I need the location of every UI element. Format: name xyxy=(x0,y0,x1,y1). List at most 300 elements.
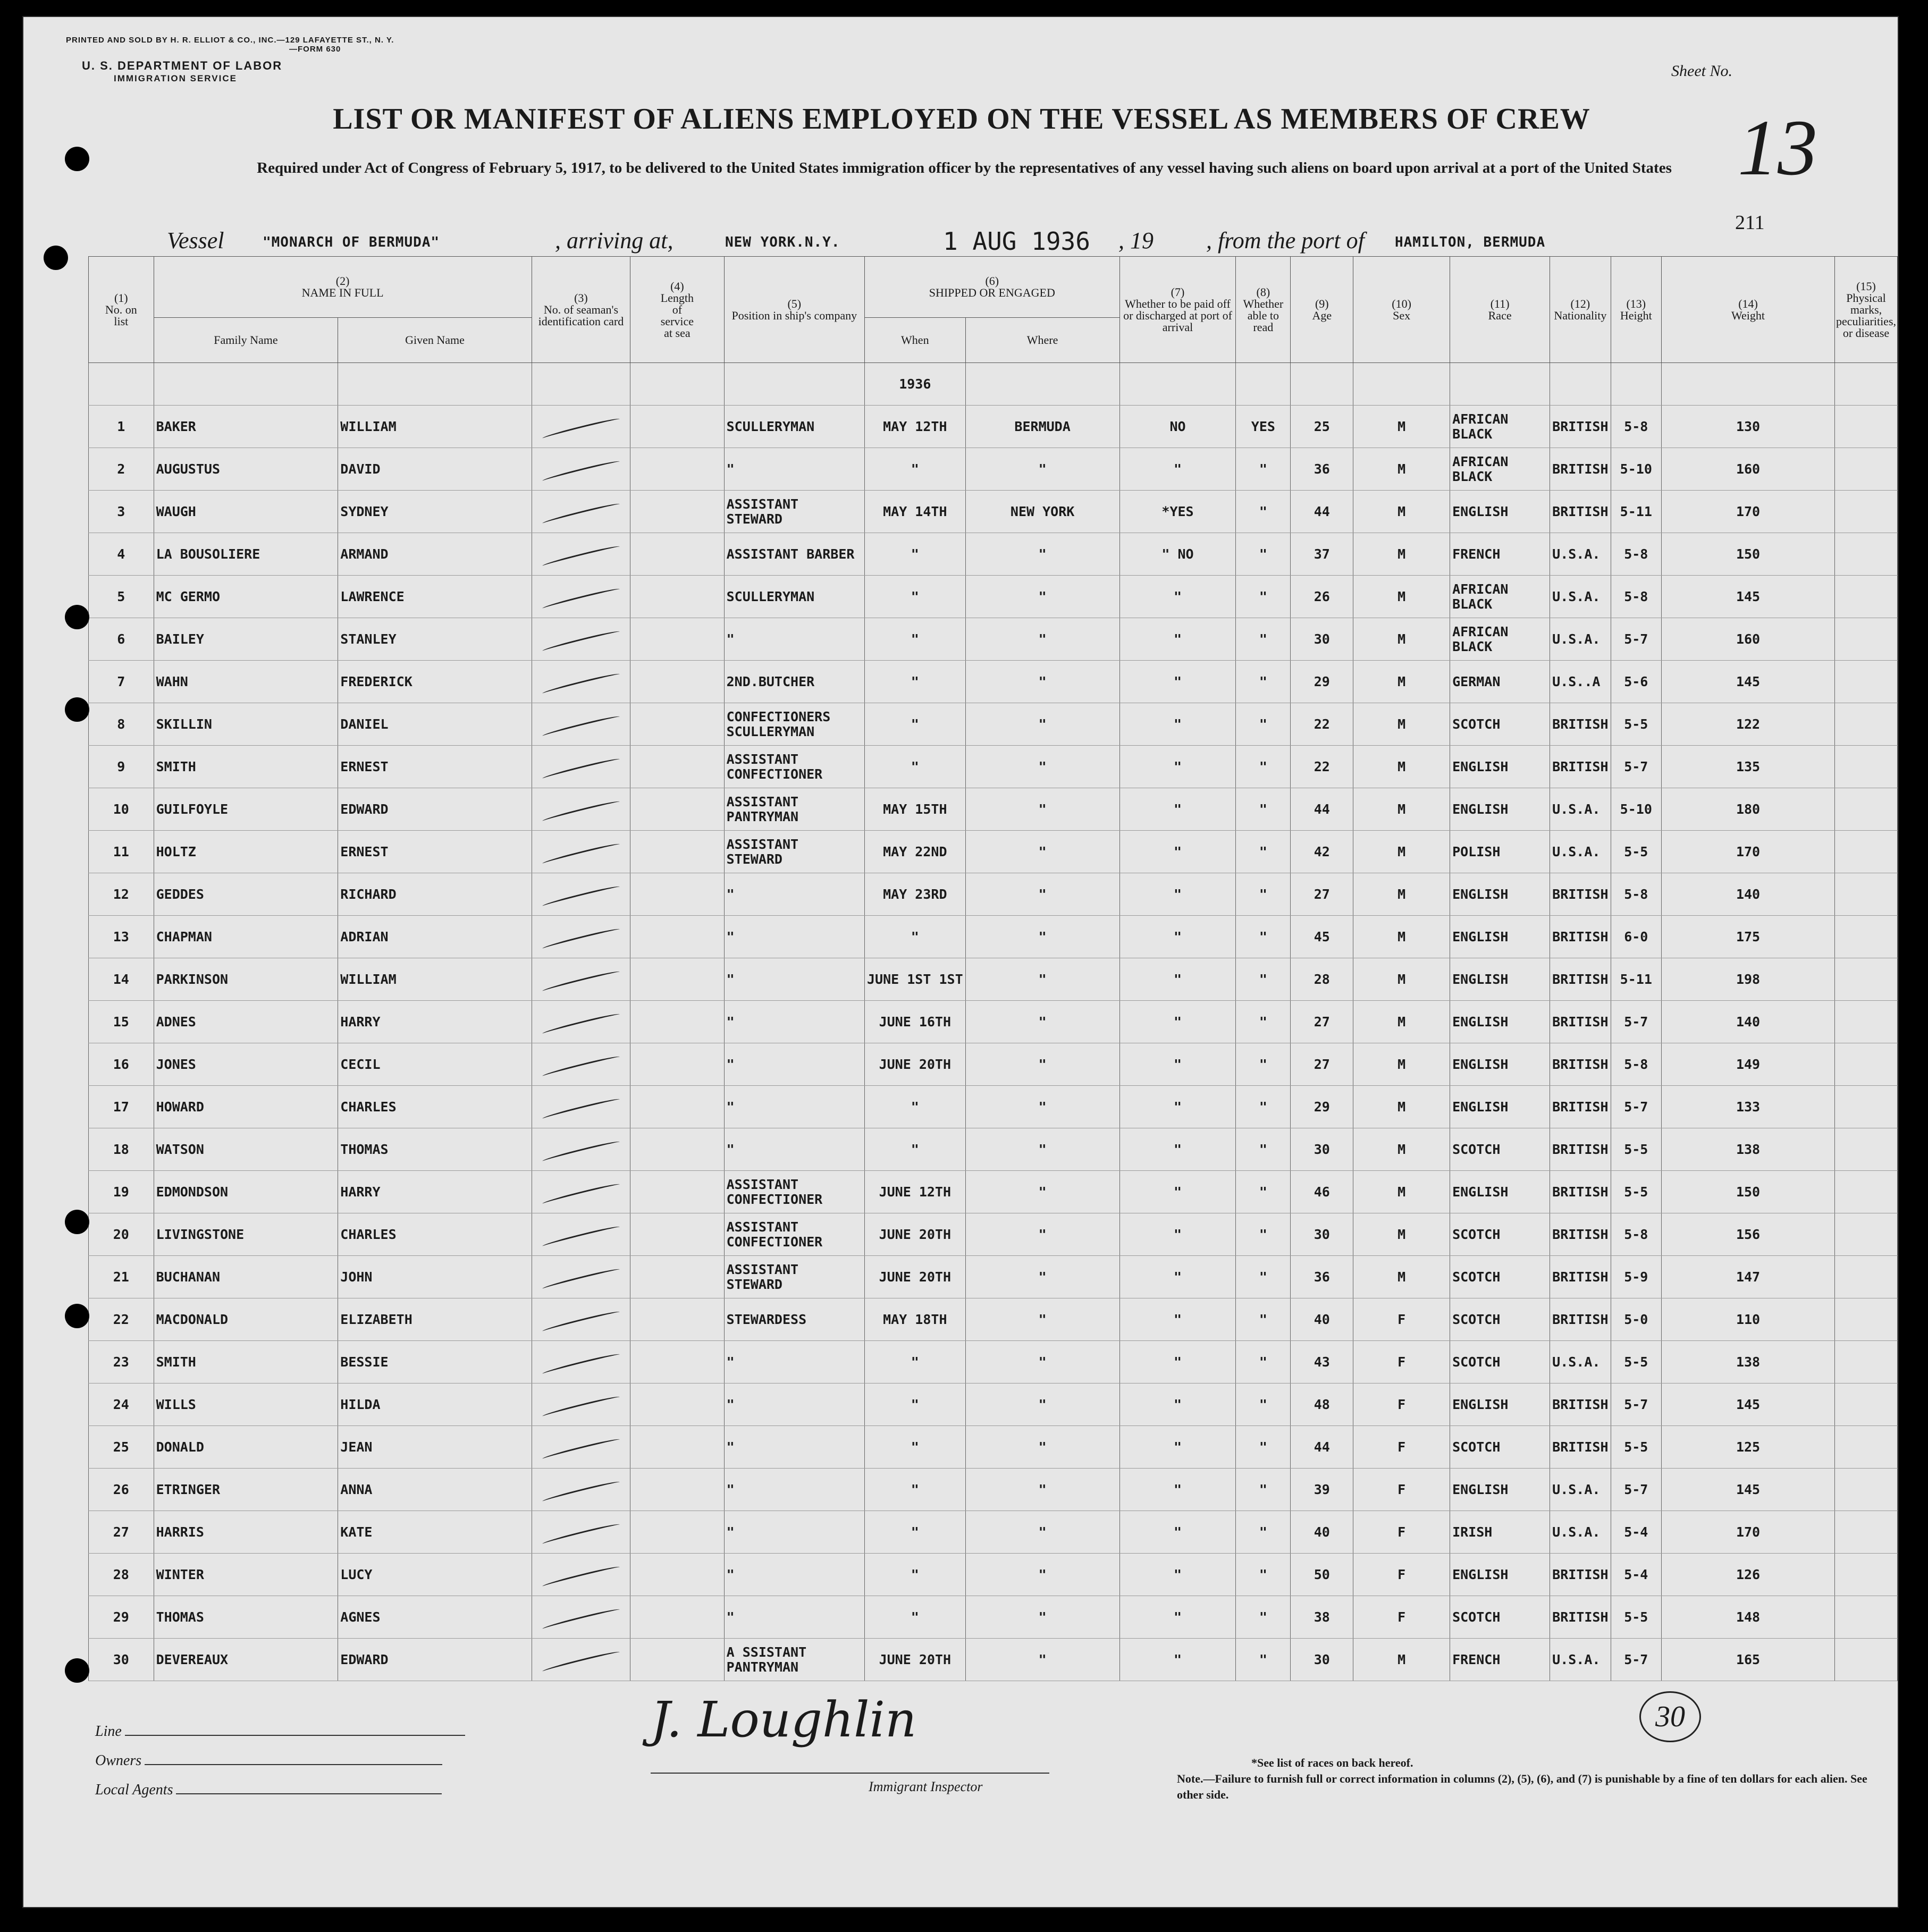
shipped-where-cell: " xyxy=(965,916,1119,958)
service-length-cell xyxy=(630,958,724,1001)
sex-cell: M xyxy=(1353,831,1450,873)
shipped-when-cell: " xyxy=(865,576,966,618)
shipped-where-cell: " xyxy=(965,1639,1119,1681)
shipped-where-cell: " xyxy=(965,873,1119,916)
check-mark xyxy=(542,629,620,653)
able-to-read-cell: " xyxy=(1236,661,1291,703)
service-length-cell xyxy=(630,1469,724,1511)
age-cell: 40 xyxy=(1291,1298,1353,1341)
service-length-cell xyxy=(630,533,724,576)
check-mark xyxy=(542,1394,620,1418)
physical-marks-cell xyxy=(1835,1298,1898,1341)
age-cell: 44 xyxy=(1291,1426,1353,1469)
age-cell: 37 xyxy=(1291,533,1353,576)
shipped-where-cell: " xyxy=(965,448,1119,491)
race-cell: ENGLISH xyxy=(1450,491,1550,533)
nationality-cell: BRITISH xyxy=(1550,1596,1611,1639)
weight-cell: 140 xyxy=(1662,1001,1835,1043)
sex-cell: F xyxy=(1353,1383,1450,1426)
able-to-read-cell: " xyxy=(1236,1213,1291,1256)
id-card-check-cell xyxy=(532,1511,630,1554)
check-mark xyxy=(542,586,620,610)
nationality-cell: U.S.A. xyxy=(1550,831,1611,873)
able-to-read-cell: " xyxy=(1236,831,1291,873)
nationality-cell: BRITISH xyxy=(1550,1128,1611,1171)
family-name-cell: PARKINSON xyxy=(154,958,338,1001)
table-row xyxy=(89,1511,1898,1554)
race-cell: FRENCH xyxy=(1450,1639,1550,1681)
table-row xyxy=(89,831,1898,873)
service-length-cell xyxy=(630,491,724,533)
shipped-where-cell: " xyxy=(965,1469,1119,1511)
age-cell: 36 xyxy=(1291,1256,1353,1298)
service-length-cell xyxy=(630,1001,724,1043)
physical-marks-cell xyxy=(1835,406,1898,448)
shipped-when-cell: " xyxy=(865,1128,966,1171)
paid-off-cell: " xyxy=(1119,1426,1236,1469)
id-card-check-cell xyxy=(532,1043,630,1086)
able-to-read-cell: " xyxy=(1236,873,1291,916)
weight-cell: 170 xyxy=(1662,1511,1835,1554)
paid-off-cell: NO xyxy=(1119,406,1236,448)
id-card-check-cell xyxy=(532,1213,630,1256)
race-cell: ENGLISH xyxy=(1450,788,1550,831)
weight-cell: 198 xyxy=(1662,958,1835,1001)
physical-marks-cell xyxy=(1835,1554,1898,1596)
family-name-cell: GEDDES xyxy=(154,873,338,916)
weight-cell: 145 xyxy=(1662,576,1835,618)
sex-cell: M xyxy=(1353,1213,1450,1256)
shipped-where-cell: " xyxy=(965,1128,1119,1171)
race-cell: ENGLISH xyxy=(1450,873,1550,916)
given-name-cell: STANLEY xyxy=(338,618,532,661)
id-card-check-cell xyxy=(532,576,630,618)
age-cell: 27 xyxy=(1291,1001,1353,1043)
check-mark xyxy=(542,1054,620,1078)
binder-hole xyxy=(65,147,89,171)
row-number-cell: 15 xyxy=(89,1001,154,1043)
race-cell: ENGLISH xyxy=(1450,1469,1550,1511)
height-cell: 6-0 xyxy=(1611,916,1662,958)
given-name-cell: THOMAS xyxy=(338,1128,532,1171)
shipped-where-cell: " xyxy=(965,1426,1119,1469)
weight-cell: 130 xyxy=(1662,406,1835,448)
sex-cell: F xyxy=(1353,1341,1450,1383)
id-card-check-cell xyxy=(532,661,630,703)
table-row xyxy=(89,1128,1898,1171)
col-sex-header: (10) Sex xyxy=(1353,257,1450,363)
shipped-when-cell: " xyxy=(865,1426,966,1469)
table-row xyxy=(89,448,1898,491)
height-cell: 5-8 xyxy=(1611,576,1662,618)
paid-off-cell: " xyxy=(1119,1341,1236,1383)
race-cell: ENGLISH xyxy=(1450,1554,1550,1596)
height-cell: 5-8 xyxy=(1611,873,1662,916)
age-cell: 46 xyxy=(1291,1171,1353,1213)
paid-off-cell: " NO xyxy=(1119,533,1236,576)
col-position-header: (5) Position in ship's company xyxy=(724,257,864,363)
able-to-read-cell: " xyxy=(1236,788,1291,831)
given-name-cell: WILLIAM xyxy=(338,958,532,1001)
physical-marks-cell xyxy=(1835,448,1898,491)
row-number-cell: 11 xyxy=(89,831,154,873)
check-mark xyxy=(542,1267,620,1290)
height-cell: 5-11 xyxy=(1611,958,1662,1001)
col-service-header: (4) Length of service at sea xyxy=(630,257,724,363)
inspector-label: Immigrant Inspector xyxy=(869,1779,983,1794)
service-length-cell xyxy=(630,618,724,661)
given-name-cell: ERNEST xyxy=(338,831,532,873)
shipped-when-cell: " xyxy=(865,661,966,703)
sex-cell: M xyxy=(1353,491,1450,533)
service-length-cell xyxy=(630,1426,724,1469)
sex-cell: M xyxy=(1353,661,1450,703)
position-cell: " xyxy=(724,873,864,916)
able-to-read-cell: " xyxy=(1236,1043,1291,1086)
check-mark xyxy=(542,1011,620,1035)
given-name-cell: CHARLES xyxy=(338,1086,532,1128)
height-cell: 5-0 xyxy=(1611,1298,1662,1341)
paid-off-cell: " xyxy=(1119,1511,1236,1554)
family-name-cell: HOLTZ xyxy=(154,831,338,873)
weight-cell: 138 xyxy=(1662,1128,1835,1171)
paid-off-cell: " xyxy=(1119,1256,1236,1298)
physical-marks-cell xyxy=(1835,831,1898,873)
year-row xyxy=(89,363,1898,406)
paid-off-cell: " xyxy=(1119,1213,1236,1256)
id-card-check-cell xyxy=(532,1341,630,1383)
family-name-cell: WAHN xyxy=(154,661,338,703)
table-row xyxy=(89,491,1898,533)
nationality-cell: BRITISH xyxy=(1550,958,1611,1001)
family-name-cell: DONALD xyxy=(154,1426,338,1469)
position-cell: " xyxy=(724,618,864,661)
paid-off-cell: " xyxy=(1119,1043,1236,1086)
nationality-cell: BRITISH xyxy=(1550,1426,1611,1469)
shipped-when-cell: " xyxy=(865,1086,966,1128)
position-cell: A SSISTANT PANTRYMAN xyxy=(724,1639,864,1681)
age-cell: 50 xyxy=(1291,1554,1353,1596)
vessel-name: "MONARCH OF BERMUDA" xyxy=(263,234,440,250)
sex-cell: F xyxy=(1353,1426,1450,1469)
row-number-cell: 1 xyxy=(89,406,154,448)
row-number-cell: 24 xyxy=(89,1383,154,1426)
family-name-cell: WAUGH xyxy=(154,491,338,533)
sex-cell: M xyxy=(1353,576,1450,618)
able-to-read-cell: " xyxy=(1236,703,1291,746)
sex-cell: M xyxy=(1353,618,1450,661)
id-card-check-cell xyxy=(532,491,630,533)
able-to-read-cell: " xyxy=(1236,1426,1291,1469)
physical-marks-cell xyxy=(1835,1171,1898,1213)
service-length-cell xyxy=(630,1086,724,1128)
shipped-when-cell: " xyxy=(865,618,966,661)
height-cell: 5-5 xyxy=(1611,1341,1662,1383)
check-mark xyxy=(542,799,620,823)
physical-marks-cell xyxy=(1835,1596,1898,1639)
shipped-when-cell: " xyxy=(865,448,966,491)
given-name-cell: CHARLES xyxy=(338,1213,532,1256)
height-cell: 5-7 xyxy=(1611,1383,1662,1426)
shipped-where-cell: " xyxy=(965,1001,1119,1043)
check-mark xyxy=(542,1096,620,1120)
shipped-when-cell: JUNE 20TH xyxy=(865,1043,966,1086)
sex-cell: M xyxy=(1353,448,1450,491)
able-to-read-cell: " xyxy=(1236,1171,1291,1213)
physical-marks-cell xyxy=(1835,916,1898,958)
weight-cell: 180 xyxy=(1662,788,1835,831)
service-length-cell xyxy=(630,406,724,448)
physical-marks-cell xyxy=(1835,1469,1898,1511)
height-cell: 5-8 xyxy=(1611,1043,1662,1086)
table-row xyxy=(89,1086,1898,1128)
id-card-check-cell xyxy=(532,1554,630,1596)
given-name-cell: SYDNEY xyxy=(338,491,532,533)
row-number-cell: 18 xyxy=(89,1128,154,1171)
shipped-where-cell: " xyxy=(965,576,1119,618)
able-to-read-cell: " xyxy=(1236,1639,1291,1681)
able-to-read-cell: " xyxy=(1236,1341,1291,1383)
table-row xyxy=(89,1426,1898,1469)
row-number-cell: 8 xyxy=(89,703,154,746)
weight-cell: 175 xyxy=(1662,916,1835,958)
inspector-signature: J. Loughlin xyxy=(651,1691,917,1748)
family-name-cell: HOWARD xyxy=(154,1086,338,1128)
sex-cell: M xyxy=(1353,1171,1450,1213)
document-title: LIST OR MANIFEST OF ALIENS EMPLOYED ON THE VESSEL AS MEMBERS OF CREW xyxy=(333,103,1590,136)
shipped-where-cell: " xyxy=(965,703,1119,746)
position-cell: " xyxy=(724,1086,864,1128)
paid-off-cell: " xyxy=(1119,1086,1236,1128)
shipped-where-cell: " xyxy=(965,533,1119,576)
physical-marks-cell xyxy=(1835,1256,1898,1298)
able-to-read-cell: YES xyxy=(1236,406,1291,448)
position-cell: ASSISTANT CONFECTIONER xyxy=(724,1213,864,1256)
table-row xyxy=(89,1171,1898,1213)
shipped-when-cell: MAY 22ND xyxy=(865,831,966,873)
race-cell: ENGLISH xyxy=(1450,916,1550,958)
race-cell: SCOTCH xyxy=(1450,703,1550,746)
check-mark xyxy=(542,671,620,695)
row-number-cell: 26 xyxy=(89,1469,154,1511)
service-length-cell xyxy=(630,873,724,916)
weight-cell: 145 xyxy=(1662,1383,1835,1426)
col-name-header: (2) NAME IN FULL xyxy=(154,257,532,318)
sex-cell: M xyxy=(1353,1639,1450,1681)
height-cell: 5-7 xyxy=(1611,746,1662,788)
nationality-cell: U.S.A. xyxy=(1550,1341,1611,1383)
paid-off-cell: " xyxy=(1119,1298,1236,1341)
age-cell: 48 xyxy=(1291,1383,1353,1426)
table-row xyxy=(89,1298,1898,1341)
height-cell: 5-9 xyxy=(1611,1256,1662,1298)
age-cell: 45 xyxy=(1291,916,1353,958)
date-stamp: 1 AUG 1936 xyxy=(943,227,1090,256)
able-to-read-cell: " xyxy=(1236,916,1291,958)
id-card-check-cell xyxy=(532,831,630,873)
race-cell: SCOTCH xyxy=(1450,1426,1550,1469)
year-label: , 19 xyxy=(1118,227,1154,254)
shipped-where-cell: " xyxy=(965,1554,1119,1596)
penalty-note: Note.—Failure to furnish full or correct information in columns (2), (5), (6), and (7) is punishable by a fine of ten dollars for each alien. See other side. xyxy=(1177,1772,1867,1801)
sex-cell: F xyxy=(1353,1469,1450,1511)
position-cell: CONFECTIONERS SCULLERYMAN xyxy=(724,703,864,746)
weight-cell: 145 xyxy=(1662,661,1835,703)
nationality-cell: BRITISH xyxy=(1550,406,1611,448)
race-cell: SCOTCH xyxy=(1450,1341,1550,1383)
given-name-cell: HARRY xyxy=(338,1171,532,1213)
race-cell: ENGLISH xyxy=(1450,1086,1550,1128)
given-name-cell: ARMAND xyxy=(338,533,532,576)
row-number-cell: 23 xyxy=(89,1341,154,1383)
age-cell: 30 xyxy=(1291,618,1353,661)
shipped-when-cell: " xyxy=(865,1596,966,1639)
id-card-check-cell xyxy=(532,1001,630,1043)
races-note: *See list of races on back hereof. xyxy=(1251,1756,1413,1769)
shipped-where-cell: " xyxy=(965,1511,1119,1554)
paid-off-cell: " xyxy=(1119,916,1236,958)
sex-cell: M xyxy=(1353,1256,1450,1298)
given-name-cell: JEAN xyxy=(338,1426,532,1469)
nationality-cell: BRITISH xyxy=(1550,1213,1611,1256)
row-number-cell: 5 xyxy=(89,576,154,618)
id-card-check-cell xyxy=(532,406,630,448)
physical-marks-cell xyxy=(1835,788,1898,831)
row-number-cell: 19 xyxy=(89,1171,154,1213)
able-to-read-cell: " xyxy=(1236,1554,1291,1596)
table-row xyxy=(89,618,1898,661)
race-cell: AFRICAN BLACK xyxy=(1450,576,1550,618)
col-race-header: (11) Race xyxy=(1450,257,1550,363)
printer-imprint: PRINTED AND SOLD BY H. R. ELLIOT & CO., INC.—129 LAFAYETTE ST., N. Y. —FORM 630 xyxy=(66,36,394,54)
check-mark xyxy=(542,1352,620,1376)
shipped-where-cell: " xyxy=(965,831,1119,873)
table-row xyxy=(89,703,1898,746)
nationality-cell: U.S.A. xyxy=(1550,1511,1611,1554)
nationality-cell: U.S..A xyxy=(1550,661,1611,703)
service-length-cell xyxy=(630,1298,724,1341)
sex-cell: F xyxy=(1353,1511,1450,1554)
check-mark xyxy=(542,416,620,440)
race-cell: AFRICAN BLACK xyxy=(1450,448,1550,491)
height-cell: 5-8 xyxy=(1611,533,1662,576)
given-name-cell: EDWARD xyxy=(338,1639,532,1681)
height-cell: 5-11 xyxy=(1611,491,1662,533)
sex-cell: M xyxy=(1353,1043,1450,1086)
col-given-header: Given Name xyxy=(338,318,532,363)
age-cell: 22 xyxy=(1291,703,1353,746)
weight-cell: 150 xyxy=(1662,1171,1835,1213)
nationality-cell: BRITISH xyxy=(1550,1001,1611,1043)
row-number-cell: 10 xyxy=(89,788,154,831)
weight-cell: 170 xyxy=(1662,831,1835,873)
shipped-where-cell: " xyxy=(965,618,1119,661)
check-mark xyxy=(542,1607,620,1631)
age-cell: 26 xyxy=(1291,576,1353,618)
family-name-cell: EDMONDSON xyxy=(154,1171,338,1213)
service-length-cell xyxy=(630,448,724,491)
weight-cell: 140 xyxy=(1662,873,1835,916)
binder-hole xyxy=(65,1658,89,1683)
given-name-cell: FREDERICK xyxy=(338,661,532,703)
binder-hole xyxy=(65,1304,89,1328)
able-to-read-cell: " xyxy=(1236,576,1291,618)
race-cell: ENGLISH xyxy=(1450,1171,1550,1213)
sex-cell: M xyxy=(1353,406,1450,448)
shipped-when-cell: " xyxy=(865,746,966,788)
family-name-cell: BAILEY xyxy=(154,618,338,661)
service-length-cell xyxy=(630,916,724,958)
row-number-cell: 20 xyxy=(89,1213,154,1256)
weight-cell: 150 xyxy=(1662,533,1835,576)
table-row xyxy=(89,916,1898,958)
vessel-label: Vessel xyxy=(167,227,224,254)
given-name-cell: ADRIAN xyxy=(338,916,532,958)
table-row xyxy=(89,576,1898,618)
table-row xyxy=(89,1469,1898,1511)
given-name-cell: WILLIAM xyxy=(338,406,532,448)
physical-marks-cell xyxy=(1835,618,1898,661)
age-cell: 27 xyxy=(1291,873,1353,916)
total-count: 30 xyxy=(1639,1691,1701,1742)
family-name-cell: BUCHANAN xyxy=(154,1256,338,1298)
shipped-when-cell: " xyxy=(865,916,966,958)
family-name-cell: CHAPMAN xyxy=(154,916,338,958)
shipped-where-cell: " xyxy=(965,1383,1119,1426)
height-cell: 5-10 xyxy=(1611,788,1662,831)
nationality-cell: U.S.A. xyxy=(1550,788,1611,831)
shipped-where-cell: " xyxy=(965,1171,1119,1213)
weight-cell: 147 xyxy=(1662,1256,1835,1298)
weight-cell: 156 xyxy=(1662,1213,1835,1256)
manifest-sheet xyxy=(22,16,1899,1908)
table-row xyxy=(89,1256,1898,1298)
crew-table xyxy=(88,256,1898,1681)
family-name-cell: ADNES xyxy=(154,1001,338,1043)
paid-off-cell: " xyxy=(1119,1596,1236,1639)
check-mark xyxy=(542,544,620,568)
check-mark xyxy=(542,1437,620,1461)
service-length-cell xyxy=(630,1554,724,1596)
id-card-check-cell xyxy=(532,1086,630,1128)
nationality-cell: BRITISH xyxy=(1550,746,1611,788)
race-cell: SCOTCH xyxy=(1450,1128,1550,1171)
able-to-read-cell: " xyxy=(1236,448,1291,491)
position-cell: 2ND.BUTCHER xyxy=(724,661,864,703)
row-number-cell: 17 xyxy=(89,1086,154,1128)
check-mark xyxy=(542,1479,620,1503)
arriving-label: , arriving at, xyxy=(555,227,673,254)
col-paid-header: (7) Whether to be paid off or discharged at port of arrival xyxy=(1119,257,1236,363)
sex-cell: F xyxy=(1353,1596,1450,1639)
family-name-cell: HARRIS xyxy=(154,1511,338,1554)
shipped-when-cell: JUNE 1ST 1ST xyxy=(865,958,966,1001)
shipped-when-cell: " xyxy=(865,1341,966,1383)
check-mark xyxy=(542,501,620,525)
height-cell: 5-4 xyxy=(1611,1511,1662,1554)
sex-cell: M xyxy=(1353,533,1450,576)
race-cell: GERMAN xyxy=(1450,661,1550,703)
physical-marks-cell xyxy=(1835,1213,1898,1256)
service-length-cell xyxy=(630,1128,724,1171)
agents-field: Local Agents xyxy=(95,1782,465,1811)
table-row xyxy=(89,533,1898,576)
age-cell: 39 xyxy=(1291,1469,1353,1511)
race-cell: SCOTCH xyxy=(1450,1298,1550,1341)
shipped-when-cell: JUNE 16TH xyxy=(865,1001,966,1043)
age-cell: 38 xyxy=(1291,1596,1353,1639)
row-number-cell: 12 xyxy=(89,873,154,916)
